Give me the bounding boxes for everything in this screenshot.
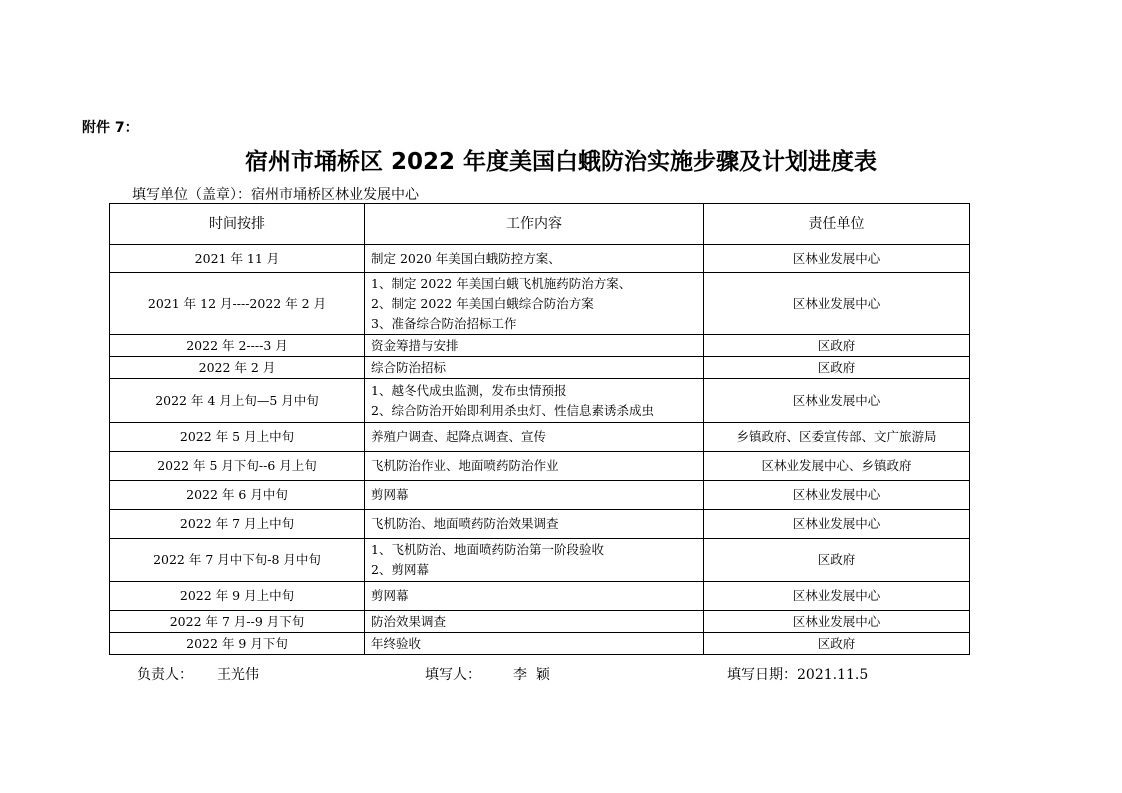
row-unit: 区林业发展中心: [704, 379, 970, 423]
table-row: [110, 611, 970, 633]
table-row: [110, 245, 970, 273]
content-line: 养殖户调查、起降点调查、宣传: [371, 429, 547, 444]
row-unit: 区林业发展中心: [704, 481, 970, 510]
row-content: [365, 379, 704, 423]
row-content: [365, 245, 704, 273]
row-unit: 乡镇政府、区委宣传部、文广旅游局: [704, 423, 970, 452]
row-time: 2022 年 6 月中旬: [110, 481, 365, 510]
row-unit: 区政府: [704, 357, 970, 379]
content-line: 飞机防治、地面喷药防治效果调查: [371, 516, 559, 531]
table-row: [110, 539, 970, 582]
table-row: [110, 423, 970, 452]
attachment-label: 附件 7：: [82, 120, 139, 136]
row-time: 2022 年 4 月上旬—5 月中旬: [110, 379, 365, 423]
content-line: 防治效果调查: [371, 613, 447, 629]
content-line: 2、剪网幕: [371, 562, 429, 577]
row-content: [365, 357, 704, 379]
fill-unit-label: 填写单位（盖章）：宿州市埇桥区林业发展中心: [132, 187, 419, 203]
row-unit: 区政府: [704, 633, 970, 655]
header-time: 时间按排: [110, 204, 365, 245]
content-line: 1、制定 2022 年美国白蛾飞机施药防治方案、: [371, 275, 632, 291]
responsible-name: 王光伟: [217, 667, 259, 683]
row-unit: 区林业发展中心: [704, 582, 970, 611]
content-line: 综合防治招标: [371, 359, 447, 375]
row-content: [365, 273, 704, 335]
content-line: 2、综合防治开始即利用杀虫灯、性信息素诱杀成虫: [371, 402, 654, 418]
row-unit: 区林业发展中心: [704, 273, 970, 335]
content-line: 3、准备综合防治招标工作: [371, 315, 517, 331]
content-line: 1、越冬代成虫监测，发布虫情预报: [371, 382, 567, 398]
filler-name: 李 颖: [513, 667, 550, 683]
row-content: [365, 510, 704, 539]
row-content: [365, 611, 704, 633]
schedule-table-body: [110, 245, 970, 655]
table-row: [110, 357, 970, 379]
row-unit: 区林业发展中心: [704, 510, 970, 539]
row-unit: 区政府: [704, 335, 970, 357]
row-content: [365, 582, 704, 611]
header-content: 工作内容: [365, 204, 704, 245]
table-row: [110, 379, 970, 423]
row-time: 2022 年 9 月下旬: [110, 633, 365, 655]
table-row: [110, 481, 970, 510]
table-row: [110, 582, 970, 611]
table-row: [110, 510, 970, 539]
row-content: [365, 633, 704, 655]
filler-label: 填写人：: [425, 667, 481, 683]
table-header-row: [110, 204, 970, 245]
row-unit: 区林业发展中心: [704, 611, 970, 633]
row-unit: 区林业发展中心、乡镇政府: [704, 452, 970, 481]
row-content: [365, 481, 704, 510]
row-content: [365, 539, 704, 582]
row-content: [365, 335, 704, 357]
header-unit: 责任单位: [704, 204, 970, 245]
content-line: 资金筹措与安排: [371, 337, 459, 353]
table-row: [110, 452, 970, 481]
row-unit: 区政府: [704, 539, 970, 582]
table-row: [110, 335, 970, 357]
row-time: 2021 年 12 月----2022 年 2 月: [110, 273, 365, 335]
row-content: [365, 452, 704, 481]
responsible-label: 负责人：: [137, 667, 193, 683]
table-row: [110, 633, 970, 655]
row-time: 2022 年 5 月下旬--6 月上旬: [110, 452, 365, 481]
content-line: 剪网幕: [371, 588, 409, 603]
content-line: 年终验收: [371, 635, 422, 651]
row-time: 2022 年 2 月: [110, 357, 365, 379]
content-line: 剪网幕: [371, 487, 409, 502]
row-unit: 区林业发展中心: [704, 245, 970, 273]
fill-date: 填写日期：2021.11.5: [727, 667, 869, 683]
row-content: [365, 423, 704, 452]
row-time: 2022 年 2----3 月: [110, 335, 365, 357]
content-line: 2、制定 2022 年美国白蛾综合防治方案: [371, 295, 594, 311]
row-time: 2022 年 5 月上中旬: [110, 423, 365, 452]
row-time: 2022 年 9 月上中旬: [110, 582, 365, 611]
content-line: 飞机防治作业、地面喷药防治作业: [371, 458, 559, 473]
content-line: 1、飞机防治、地面喷药防治第一阶段验收: [371, 542, 604, 557]
table-row: [110, 273, 970, 335]
document-title: 宿州市埇桥区 2022 年度美国白蛾防治实施步骤及计划进度表: [244, 149, 878, 175]
schedule-table: [109, 203, 970, 655]
row-time: 2022 年 7 月上中旬: [110, 510, 365, 539]
row-time: 2022 年 7 月中下旬-8 月中旬: [110, 539, 365, 582]
content-line: 制定 2020 年美国白蛾防控方案、: [371, 250, 561, 266]
row-time: 2022 年 7 月--9 月下旬: [110, 611, 365, 633]
row-time: 2021 年 11 月: [110, 245, 365, 273]
